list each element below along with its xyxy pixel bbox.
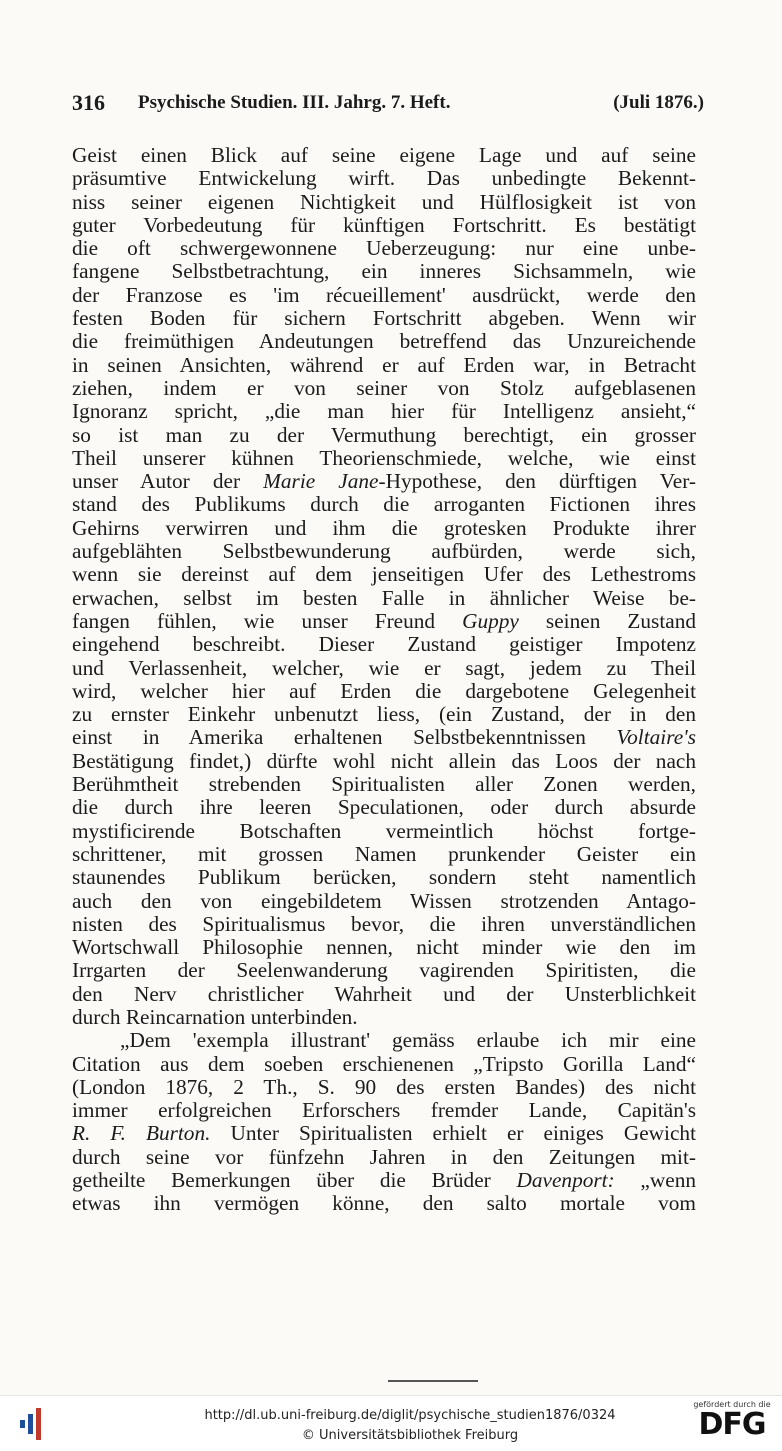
text-line: wird, welcher hier auf Erden die dargebotene Gelegenheit [72, 678, 696, 703]
footer-url-link[interactable]: http://dl.ub.uni-freiburg.de/diglit/psychische_studien1876/0324 [204, 1408, 616, 1423]
text-line: niss seiner eigenen Nichtigkeit und Hülflosigkeit ist von [72, 189, 696, 214]
text-line: etwas ihn vermögen könne, den salto mortale vom [72, 1191, 696, 1216]
issue-date: (Juli 1876.) [613, 92, 704, 113]
text-line: erwachen, selbst im besten Falle in ähnlicher Weise be- [72, 585, 696, 610]
text-line: (London 1876, 2 Th., S. 90 des ersten Bandes) des nicht [72, 1074, 696, 1099]
text-line: die freimüthigen Andeutungen betreffend das Unzureichende [72, 329, 696, 354]
body-text [72, 144, 696, 1216]
dfg-logo [690, 1400, 774, 1446]
text-line: aufgeblähten Selbstbewunderung aufbürden, werde sich, [72, 539, 696, 564]
text-line: fangene Selbstbetrachtung, ein inneres Sichsammeln, wie [72, 259, 696, 284]
text-line: getheilte Bemerkungen über die Brüder Davenport: „wenn [72, 1168, 697, 1193]
text-line: ziehen, indem er von seiner von Stolz aufgeblasenen [72, 375, 696, 400]
text-line: so ist man zu der Vermuthung berechtigt, ein grosser [72, 422, 696, 447]
text-line: festen Boden für sichern Fortschritt abgeben. Wenn wir [72, 306, 696, 331]
text-line: nisten des Spiritualismus bevor, die ihren unverständlichen [72, 911, 696, 936]
page-number: 316 [72, 90, 105, 115]
text-line: Gehirns verwirren und ihm die grotesken Produkte ihrer [72, 515, 696, 540]
text-line: wenn sie dereinst auf dem jenseitigen Ufer des Lethestroms [72, 562, 696, 587]
text-line: durch seine vor fünfzehn Jahren in den Zeitungen mit- [72, 1144, 696, 1169]
text-line: mystificirende Botschaften vermeintlich höchst fortge- [72, 818, 696, 843]
running-header [72, 92, 704, 122]
text-line: R. F. Burton. Unter Spiritualisten erhielt er einiges Gewicht [72, 1121, 696, 1146]
text-line: Theil unserer kühnen Theorienschmiede, welche, wie einst [72, 445, 696, 470]
running-title: Psychische Studien. III. Jahrg. 7. Heft. [138, 92, 451, 113]
library-logo-icon [18, 1404, 46, 1444]
text-line: Citation aus dem soeben erschienenen „Tripsto Gorilla Land“ [72, 1051, 696, 1076]
text-line: Geist einen Blick auf seine eigene Lage und auf seine [72, 143, 696, 167]
dfg-logo-text: DFG [698, 1407, 766, 1442]
text-line: zu ernster Einkehr unbenutzt liess, (ein Zustand, der in den [72, 702, 696, 727]
text-line: einst in Amerika erhaltenen Selbstbekenntnissen Voltaire's [72, 725, 696, 750]
text-line: „Dem 'exempla illustrant' gemäss erlaube ich mir eine [120, 1028, 696, 1053]
text-line: staunendes Publikum berücken, sondern steht namentlich [72, 865, 696, 890]
text-line: Berühmtheit strebenden Spiritualisten aller Zonen werden, [72, 772, 696, 797]
text-line: eingehend beschreibt. Dieser Zustand geistiger Impotenz [72, 632, 696, 657]
text-line: in seinen Ansichten, während er auf Erden war, in Betracht [72, 352, 696, 377]
text-line: die durch ihre leeren Speculationen, oder durch absurde [72, 795, 696, 820]
text-line: Bestätigung findet,) dürfte wohl nicht allein das Loos der nach [72, 748, 696, 773]
text-line: Irrgarten der Seelenwanderung vagirenden Spiritisten, die [72, 958, 696, 983]
text-line: stand des Publikums durch die arroganten Fictionen ihres [72, 492, 696, 517]
text-line: und Verlassenheit, welcher, wie er sagt, jedem zu Theil [72, 655, 696, 680]
text-line: der Franzose es 'im récueillement' ausdrückt, werde den [72, 282, 696, 307]
text-line: präsumtive Entwickelung wirft. Das unbedingte Bekennt- [72, 166, 696, 191]
text-line: Ignoranz spricht, „die man hier für Intelligenz ansieht,“ [72, 399, 696, 424]
text-line: Wortschwall Philosophie nennen, nicht minder wie den im [72, 935, 696, 960]
text-line: unser Autor der Marie Jane-Hypothese, den dürftigen Ver- [72, 469, 696, 494]
footer-copyright: © Universitätsbibliothek Freiburg [301, 1428, 519, 1443]
text-line: den Nerv christlicher Wahrheit und der Unsterblichkeit [72, 981, 696, 1006]
text-line: die oft schwergewonnene Ueberzeugung: nur eine unbe- [72, 236, 696, 261]
text-line: fangen fühlen, wie unser Freund Guppy seinen Zustand [72, 608, 696, 633]
dfg-tagline: gefördert durch die [693, 1400, 771, 1409]
text-line: immer erfolgreichen Erforschers fremder Lande, Capitän's [72, 1098, 696, 1123]
text-line: durch Reincarnation unterbinden. [72, 1004, 358, 1029]
text-line: schrittener, mit grossen Namen prunkender Geister ein [72, 841, 696, 866]
page-bottom-mark [388, 1380, 478, 1382]
text-line: guter Vorbedeutung für künftigen Fortschritt. Es bestätigt [72, 212, 696, 237]
text-line: auch den von eingebildetem Wissen strotzenden Antago- [72, 888, 696, 913]
